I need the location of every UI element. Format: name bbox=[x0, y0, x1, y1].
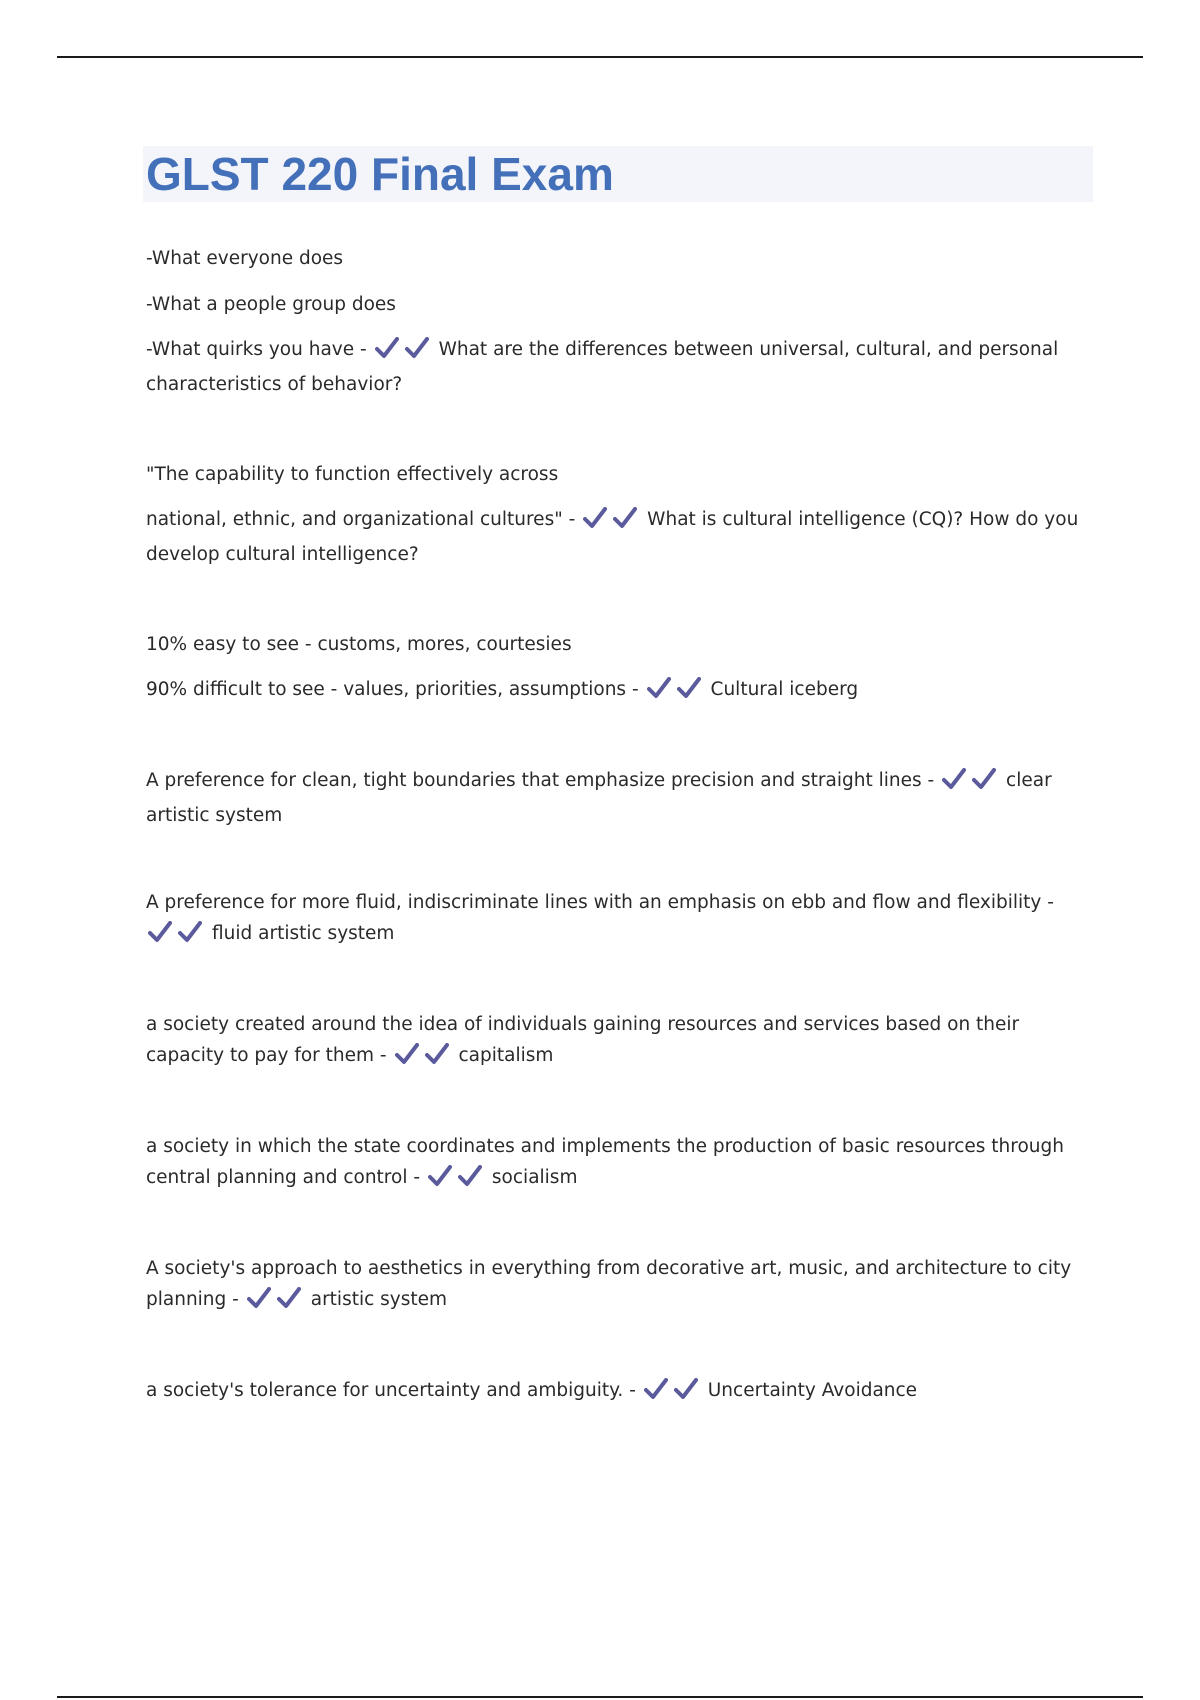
check-mark-icon bbox=[178, 921, 202, 943]
answer-marker bbox=[583, 507, 643, 539]
card-term: 90% difficult to see - values, priorities, assumptions - bbox=[146, 679, 639, 700]
card-term: national, ethnic, and organizational cultures" - bbox=[146, 509, 576, 530]
answer-marker bbox=[428, 1165, 488, 1197]
document-title: GLST 220 Final Exam bbox=[146, 148, 614, 200]
card-prompt-line: "The capability to function effectively across bbox=[146, 464, 559, 485]
flashcard bbox=[146, 674, 1096, 709]
card-prompt-line: -What everyone does bbox=[146, 248, 344, 269]
check-mark-icon bbox=[247, 1287, 271, 1309]
check-mark-icon bbox=[395, 1043, 419, 1065]
card-definition: What are the differences between universal, cultural, and personal characteristics of behavior? bbox=[146, 339, 1059, 395]
answer-marker bbox=[942, 768, 1002, 800]
card-definition: capitalism bbox=[458, 1045, 554, 1066]
check-mark-icon bbox=[375, 337, 399, 359]
check-mark-icon bbox=[644, 1378, 668, 1400]
flashcard bbox=[146, 1009, 1096, 1075]
flashcard-list bbox=[146, 244, 1096, 1410]
check-mark-icon bbox=[647, 677, 671, 699]
flashcard bbox=[146, 504, 1096, 570]
card-term: a society in which the state coordinates and implements the production of basic resources through central planning and control - bbox=[146, 1136, 1064, 1188]
card-term: A preference for more fluid, indiscriminate lines with an emphasis on ebb and flow and flexibility - bbox=[146, 892, 1054, 913]
card-definition: Uncertainty Avoidance bbox=[707, 1380, 918, 1401]
check-mark-icon bbox=[613, 507, 637, 529]
card-definition: socialism bbox=[491, 1167, 578, 1188]
flashcard bbox=[146, 765, 1096, 831]
answer-marker bbox=[644, 1378, 704, 1410]
card-definition: fluid artistic system bbox=[212, 923, 395, 944]
check-mark-icon bbox=[277, 1287, 301, 1309]
check-mark-icon bbox=[583, 507, 607, 529]
answer-marker bbox=[647, 677, 707, 709]
card-definition: artistic system bbox=[310, 1289, 448, 1310]
card-prompt-line: 10% easy to see - customs, mores, courtesies bbox=[146, 634, 572, 655]
flashcard bbox=[146, 1253, 1096, 1319]
card-term: A society's approach to aesthetics in everything from decorative art, music, and architecture to city planning - bbox=[146, 1258, 1072, 1310]
check-mark-icon bbox=[148, 921, 172, 943]
flashcard bbox=[146, 1375, 1096, 1410]
check-mark-icon bbox=[674, 1378, 698, 1400]
answer-marker bbox=[247, 1287, 307, 1319]
flashcard bbox=[146, 1131, 1096, 1197]
answer-marker bbox=[375, 337, 435, 369]
card-definition: What is cultural intelligence (CQ)? How do you develop cultural intelligence? bbox=[146, 509, 1079, 565]
card-definition: clear artistic system bbox=[146, 770, 1052, 826]
flashcard bbox=[146, 334, 1096, 400]
card-prompt-line: -What a people group does bbox=[146, 294, 396, 315]
card-term: -What quirks you have - bbox=[146, 339, 367, 360]
check-mark-icon bbox=[972, 768, 996, 790]
card-definition: Cultural iceberg bbox=[710, 679, 859, 700]
check-mark-icon bbox=[942, 768, 966, 790]
card-term: a society created around the idea of individuals gaining resources and services based on their capacity to pay for them - bbox=[146, 1014, 1020, 1066]
answer-marker bbox=[395, 1043, 455, 1075]
answer-marker bbox=[148, 921, 208, 953]
card-term: A preference for clean, tight boundaries that emphasize precision and straight lines - bbox=[146, 770, 935, 791]
check-mark-icon bbox=[428, 1165, 452, 1187]
check-mark-icon bbox=[458, 1165, 482, 1187]
check-mark-icon bbox=[405, 337, 429, 359]
flashcard bbox=[146, 887, 1096, 953]
bottom-rule bbox=[57, 1696, 1143, 1698]
check-mark-icon bbox=[677, 677, 701, 699]
top-rule bbox=[57, 56, 1143, 58]
card-term: a society's tolerance for uncertainty and ambiguity. - bbox=[146, 1380, 636, 1401]
check-mark-icon bbox=[425, 1043, 449, 1065]
